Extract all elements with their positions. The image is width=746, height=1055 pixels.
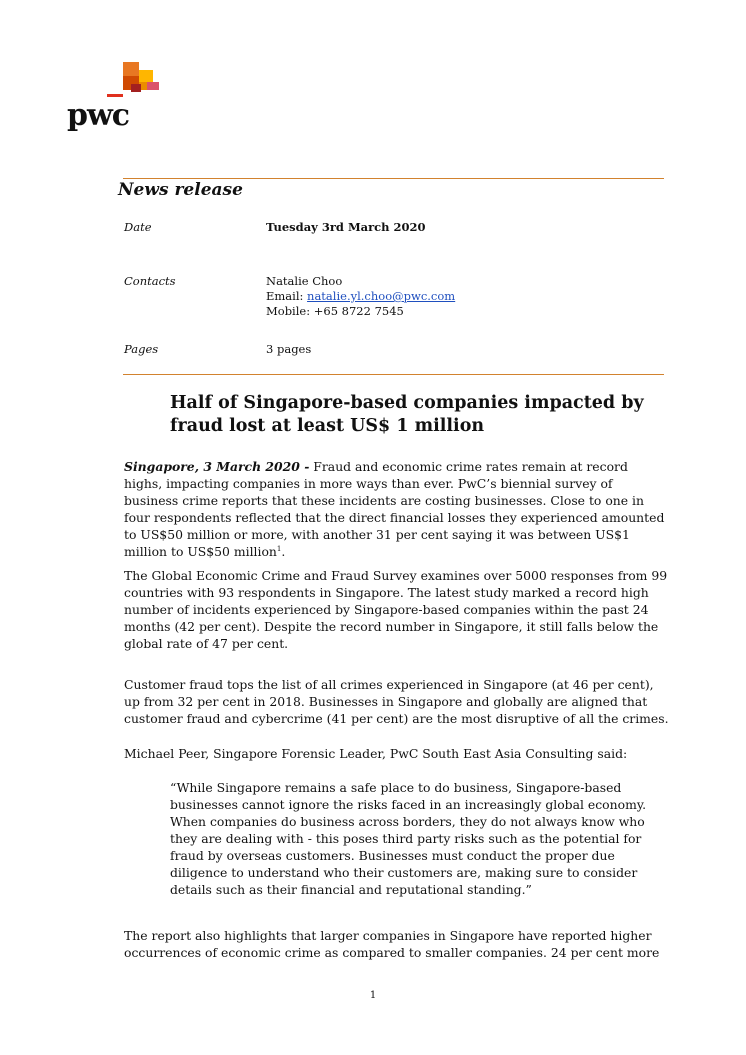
email-link[interactable]: natalie.yl.choo@pwc.com [307, 289, 456, 303]
paragraph-1 [124, 458, 669, 560]
dateline: Singapore, 3 March 2020 - [124, 459, 310, 474]
paragraph-2: The Global Economic Crime and Fraud Survey examines over 5000 responses from 99 countries with 93 respondents in Singapore. The latest study marked a record high number of incidents experienced by Singapore-based companies within the past 24 months (42 per cent). Despite the record number in Singapore, it still falls below the global rate of 47 per cent. [124, 568, 668, 651]
page-number: 1 [369, 990, 377, 1001]
quote-block: “While Singapore remains a safe place to do business, Singapore-based businesses cannot ignore the risks faced in an increasingly global economy. When companies do business across borders, they do not always know who they are dealing with - this poses third party risks such as the potential for fraud by overseas customers. Businesses must conduct the proper due diligence to understand who their customers are, making sure to consider details such as their financial and reputational standing.” [170, 780, 647, 897]
contact-name: Natalie Choo [266, 274, 343, 288]
email-prefix: Email: [266, 289, 308, 303]
paragraph-3: Customer fraud tops the list of all crimes experienced in Singapore (at 46 per cent), up from 32 per cent in 2018. Businesses in Singapore and globally are aligned that customer fraud and cybercrime (41 per cent) are the most disruptive of all the crimes. [124, 677, 669, 726]
paragraph-4: Michael Peer, Singapore Forensic Leader, PwC South East Asia Consulting said: [124, 746, 628, 761]
bottom-divider [123, 374, 664, 375]
contacts-label: Contacts [124, 274, 176, 288]
paragraph-1-text: Fraud and economic crime rates remain at record highs, impacting companies in more ways than ever. PwC’s biennial survey of business crime reports that these incidents are costing businesses. Close to one in four respondents reflected that the direct financial losses they experienced amounted to US$50 million or more, with another 31 per cent saying it was between US$1 million to US$50 million [124, 459, 665, 559]
date-value: Tuesday 3rd March 2020 [266, 220, 426, 234]
pwc-logo-mark [107, 62, 159, 98]
pages-label: Pages [124, 342, 159, 356]
news-release-title: News release [118, 180, 243, 200]
contact-block [266, 274, 455, 319]
headline: Half of Singapore-based companies impacted by fraud lost at least US$ 1 million [170, 393, 644, 436]
contact-email-line [266, 289, 455, 304]
pwc-logo-text: pwc [67, 98, 130, 133]
date-label: Date [124, 220, 152, 234]
contact-mobile: Mobile: +65 8722 7545 [266, 304, 404, 318]
paragraph-1-end: . [281, 544, 286, 559]
top-divider [123, 178, 664, 179]
footnote-ref: 1 [276, 544, 282, 553]
paragraph-5: The report also highlights that larger companies in Singapore have reported higher occurrences of economic crime as compared to smaller companies. 24 per cent more [124, 928, 660, 960]
pages-value: 3 pages [266, 342, 312, 356]
